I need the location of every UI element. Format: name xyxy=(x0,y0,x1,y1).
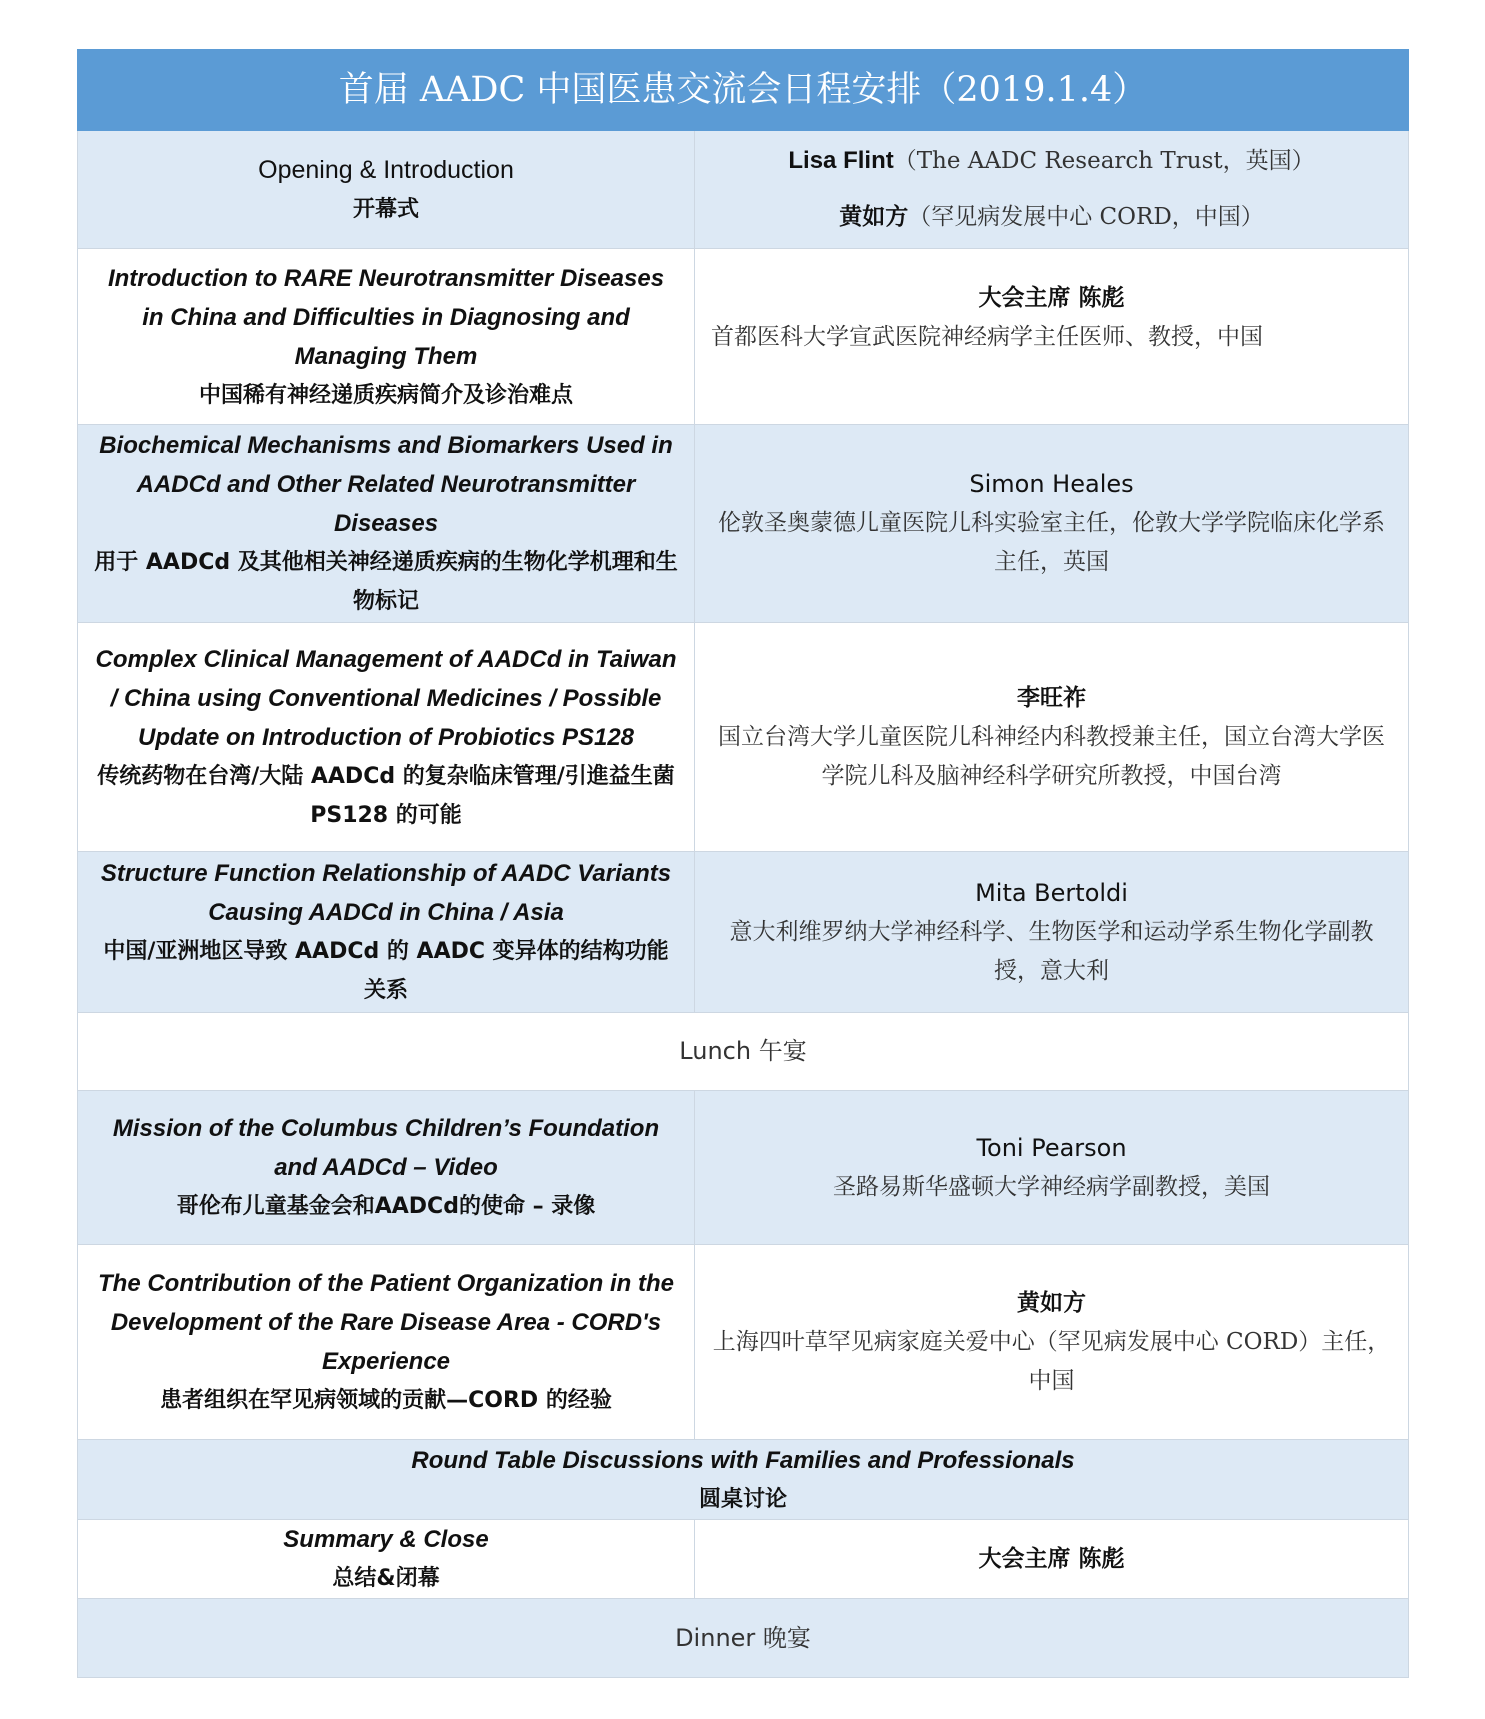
roundtable-zh: 圆桌讨论 xyxy=(699,1486,788,1512)
roundtable-cell xyxy=(78,1440,1409,1520)
speaker-cell xyxy=(695,131,1409,249)
topic-cell xyxy=(78,249,695,425)
speaker-name: 大会主席 陈彪 xyxy=(978,285,1125,311)
speaker-name: 大会主席 陈彪 xyxy=(978,1545,1125,1572)
topic-cell xyxy=(78,852,695,1013)
topic-zh: 中国稀有神经递质疾病简介及诊治难点 xyxy=(198,382,573,408)
speaker-affiliation: 伦敦圣奥蒙德儿童医院儿科实验室主任，伦敦大学学院临床化学系主任，英国 xyxy=(718,510,1385,575)
topic-en: Introduction to RARE Neurotransmitter Diseases in China and Difficulties in Diagnosing and Managing Them xyxy=(107,264,665,370)
topic-zh: 用于 AADCd 及其他相关神经递质疾病的生物化学机理和生物标记 xyxy=(94,550,678,614)
speaker-cell xyxy=(695,623,1409,852)
schedule-table xyxy=(77,49,1409,1678)
speaker-name: Mita Bertoldi xyxy=(975,878,1128,907)
topic-zh: 总结&闭幕 xyxy=(332,1566,440,1591)
topic-cell xyxy=(78,1520,695,1599)
topic-cell xyxy=(78,1091,695,1245)
topic-en: Mission of the Columbus Children’s Foundation and AADCd – Video xyxy=(112,1115,660,1181)
speaker-cell xyxy=(695,1091,1409,1245)
table-row xyxy=(78,1599,1409,1678)
speaker-cell xyxy=(695,249,1409,425)
speaker-org: （The AADC Research Trust，英国） xyxy=(893,148,1315,174)
lunch-cell: Lunch 午宴 xyxy=(78,1013,1409,1091)
topic-en: Complex Clinical Management of AADCd in Taiwan / China using Conventional Medicines / Possible Update on Introduction of Probiotics PS128 xyxy=(95,645,677,751)
dinner-cell: Dinner 晚宴 xyxy=(78,1599,1409,1678)
topic-cell xyxy=(78,131,695,249)
speaker-affiliation: 圣路易斯华盛顿大学神经病学副教授，美国 xyxy=(833,1173,1270,1200)
speaker-name: 黄如方 xyxy=(1017,1289,1086,1316)
table-row xyxy=(78,1520,1409,1599)
speaker-name: Lisa Flint xyxy=(788,147,894,174)
topic-en: Structure Function Relationship of AADC Variants Causing AADCd in China / Asia xyxy=(100,860,672,926)
speaker-name: 黄如方 xyxy=(839,204,909,230)
topic-zh: 传统药物在台湾/大陆 AADCd 的复杂临床管理/引進益生菌 PS128 的可能 xyxy=(97,763,675,828)
table-row xyxy=(78,1440,1409,1520)
topic-en: Summary & Close xyxy=(283,1526,489,1553)
speaker-cell xyxy=(695,1245,1409,1440)
table-row xyxy=(78,1013,1409,1091)
topic-en: Opening & Introduction xyxy=(258,155,514,184)
speaker-affiliation: 国立台湾大学儿童医院儿科神经内科教授兼主任，国立台湾大学医学院儿科及脑神经科学研究所教授，中国台湾 xyxy=(718,723,1385,789)
speaker-affiliation: 上海四叶草罕见病家庭关爱中心（罕见病发展中心 CORD）主任，中国 xyxy=(712,1328,1391,1394)
topic-zh: 中国/亚洲地区导致 AADCd 的 AADC 变异体的结构功能关系 xyxy=(103,939,669,1003)
table-row xyxy=(78,249,1409,425)
topic-en: Biochemical Mechanisms and Biomarkers Used in AADCd and Other Related Neurotransmitter Diseases xyxy=(99,432,673,537)
title-row xyxy=(78,50,1409,131)
topic-cell xyxy=(78,623,695,852)
table-row xyxy=(78,623,1409,852)
speaker-affiliation: 首都医科大学宣武医院神经病学主任医师、教授，中国 xyxy=(711,324,1263,350)
roundtable-en: Round Table Discussions with Families and Professionals xyxy=(411,1446,1075,1474)
table-row xyxy=(78,1091,1409,1245)
topic-zh: 开幕式 xyxy=(352,196,419,222)
speaker-org: （罕见病发展中心 CORD，中国） xyxy=(908,204,1264,230)
topic-en: The Contribution of the Patient Organization in the Development of the Rare Disease Area - CORD's Experience xyxy=(98,1270,674,1375)
speaker-cell xyxy=(695,852,1409,1013)
topic-cell xyxy=(78,1245,695,1440)
speaker-name: 李旺祚 xyxy=(1017,684,1086,711)
table-row xyxy=(78,425,1409,623)
speaker-name: Simon Heales xyxy=(969,470,1134,498)
topic-cell xyxy=(78,425,695,623)
speaker-affiliation: 意大利维罗纳大学神经科学、生物医学和运动学系生物化学副教授，意大利 xyxy=(729,918,1374,984)
schedule-title: 首届 AADC 中国医患交流会日程安排（2019.1.4） xyxy=(78,50,1409,131)
speaker-cell xyxy=(695,425,1409,623)
speaker-cell xyxy=(695,1520,1409,1599)
table-row xyxy=(78,1245,1409,1440)
speaker-name: Toni Pearson xyxy=(976,1133,1127,1162)
topic-zh: 哥伦布儿童基金会和AADCd的使命 – 录像 xyxy=(176,1194,596,1219)
table-row xyxy=(78,852,1409,1013)
topic-zh: 患者组织在罕见病领域的贡献—CORD 的经验 xyxy=(160,1388,612,1413)
table-row xyxy=(78,131,1409,249)
